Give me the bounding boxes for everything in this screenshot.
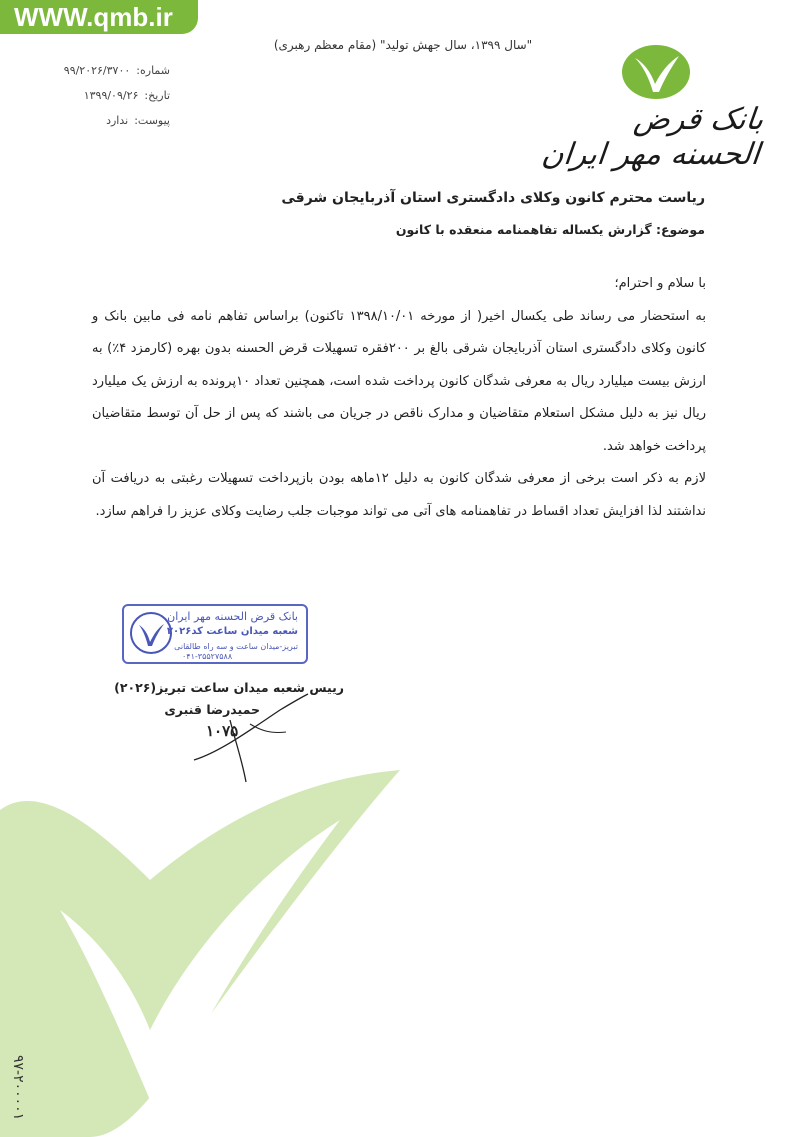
subject: موضوع: گزارش یکساله تفاهمنامه منعقده با کانون bbox=[395, 222, 705, 237]
bank-logo-text: بانک قرض الحسنه مهر ایران bbox=[539, 102, 766, 172]
letter-meta bbox=[40, 58, 170, 133]
date-value: ۱۳۹۹/۰۹/۲۶ bbox=[83, 89, 139, 102]
handwritten-number: ۱۰۷۵ bbox=[206, 722, 239, 740]
attachment-label: پیوست: bbox=[134, 114, 170, 127]
date-label: تاریخ: bbox=[144, 89, 170, 102]
attachment-value: ندارد bbox=[106, 114, 129, 127]
number-value: ۹۹/۲۰۲۶/۳۷۰۰ bbox=[63, 64, 131, 77]
stamp-line-1: بانک قرض الحسنه مهر ایران bbox=[167, 610, 298, 623]
bank-stamp bbox=[122, 604, 308, 664]
signer-title: رییس شعبه میدان ساعت تبریز(۲۰۲۶) bbox=[114, 680, 344, 695]
letter-date bbox=[40, 83, 170, 108]
stamp-line-2: شعبه میدان ساعت کد۲۰۲۶ bbox=[166, 626, 298, 637]
body-paragraph-1: به استحضار می رساند طی یکسال اخیر( از مورخه ۱۳۹۸/۱۰/۰۱ تاکنون) براساس تفاهم نامه فی مابین بانک و کانون وکلای دادگستری استان آذربایجان شرقی بالغ بر ۲۰۰فقره تسهیلات قرض الحسنه بدون بهره (کارمزد ۴٪) به ارزش بیست میلیارد ریال به معرفی شدگان کانون پرداخت شده است، همچنین تعداد ۱۰پرونده به ارزش یک میلیارد ریال نیز به دلیل مشکل استعلام متقاضیان و مدارک ناقص در جریان می باشند که پس از حل آن توسط متقاضیان پرداخت خواهد شد. bbox=[92, 308, 707, 454]
stamp-line-3: تبریز-میدان ساعت و سه راه طالقانی bbox=[174, 642, 298, 651]
slogan: "سال ۱۳۹۹، سال جهش تولید" (مقام معظم رهبری) bbox=[273, 38, 533, 52]
letter-attachment bbox=[40, 108, 170, 133]
side-code: ۹۷-۲۰۰۰۰۱ bbox=[10, 1054, 26, 1120]
letter-number bbox=[40, 58, 170, 83]
recipient: ریاست محترم کانون وکلای دادگستری استان آذربایجان شرقی bbox=[281, 190, 705, 206]
stamp-line-4: ۰۴۱-۳۵۵۲۷۵۸۸ bbox=[182, 652, 233, 661]
number-label: شماره: bbox=[136, 64, 170, 77]
letter-body bbox=[92, 268, 706, 528]
watermark-logo bbox=[0, 770, 400, 1137]
signer-name: حمیدرضا قنبری bbox=[164, 702, 260, 717]
greeting: با سلام و احترام؛ bbox=[614, 276, 706, 291]
body-paragraph-2: لازم به ذکر است برخی از معرفی شدگان کانون به دلیل ۱۲ماهه بودن بازپرداخت تسهیلات رغبتی به دریافت آن نداشتند لذا افزایش تعداد اقساط در تفاهمنامه های آتی می تواند موجبات جلب رضایت وکلای عزیز را فراهم سازد. bbox=[92, 471, 707, 519]
bank-logo-icon bbox=[621, 44, 691, 100]
website-badge: WWW.qmb.ir bbox=[0, 0, 198, 34]
